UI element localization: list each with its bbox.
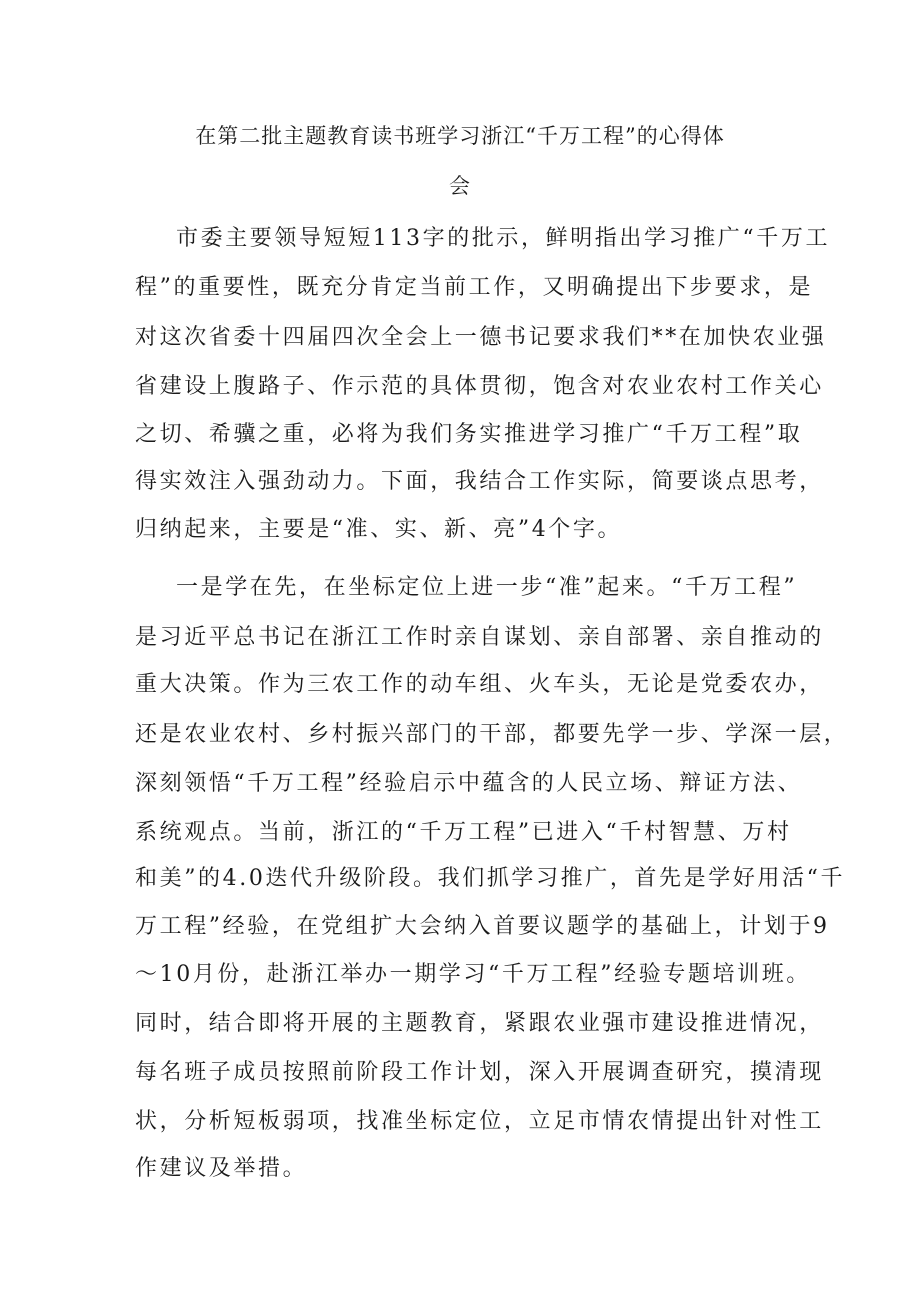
document-title-line-2: 会 bbox=[449, 174, 471, 198]
text-line: 和美”的4.0迭代升级阶段。我们抓学习推广，首先是学好用活“千 bbox=[135, 866, 846, 891]
text-line: 市委主要领导短短113字的批示，鲜明指出学习推广“千万工 bbox=[176, 226, 831, 251]
text-line: 是习近平总书记在浙江工作时亲自谋划、亲自部署、亲自推动的 bbox=[135, 625, 824, 650]
text-line: 归纳起来，主要是“准、实、新、亮”4个字。 bbox=[135, 517, 623, 542]
text-line: 得实效注入强劲动力。下面，我结合工作实际，简要谈点思考， bbox=[135, 469, 824, 494]
text-line: 深刻领悟“千万工程”经验启示中蕴含的人民立场、辩证方法、 bbox=[135, 771, 803, 796]
text-line: 程”的重要性，既充分肯定当前工作，又明确提出下步要求，是 bbox=[135, 275, 814, 300]
text-line: 还是农业农村、乡村振兴部门的干部，都要先学一步、学深一层， bbox=[135, 722, 849, 747]
text-line: 一是学在先，在坐标定位上进一步“准”起来。“千万工程” bbox=[176, 575, 798, 600]
text-line: 同时，结合即将开展的主题教育，紧跟农业强市建设推进情况， bbox=[135, 1011, 824, 1036]
text-line: 状，分析短板弱项，找准坐标定位，立足市情农情提出针对性工 bbox=[135, 1109, 824, 1134]
text-line: 系统观点。当前，浙江的“千万工程”已进入“千村智慧、万村 bbox=[135, 820, 792, 845]
text-line: ～10月份，赴浙江举办一期学习“千万工程”经验专题培训班。 bbox=[135, 962, 811, 987]
text-line: 作建议及举措。 bbox=[135, 1156, 308, 1181]
text-line: 对这次省委十四届四次全会上一德书记要求我们**在加快农业强 bbox=[135, 325, 827, 350]
text-line: 之切、希骥之重，必将为我们务实推进学习推广“千万工程”取 bbox=[135, 422, 803, 447]
document-title-line-1: 在第二批主题教育读书班学习浙江“千万工程”的心得体 bbox=[195, 124, 725, 148]
text-line: 重大决策。作为三农工作的动车组、火车头，无论是党委农办， bbox=[135, 672, 824, 697]
text-line: 万工程”经验，在党组扩大会纳入首要议题学的基础上，计划于9 bbox=[135, 914, 830, 939]
text-line: 省建设上腹路子、作示范的具体贯彻，饱含对农业农村工作关心 bbox=[135, 374, 824, 399]
text-line: 每名班子成员按照前阶段工作计划，深入开展调查研究，摸清现 bbox=[135, 1060, 824, 1085]
